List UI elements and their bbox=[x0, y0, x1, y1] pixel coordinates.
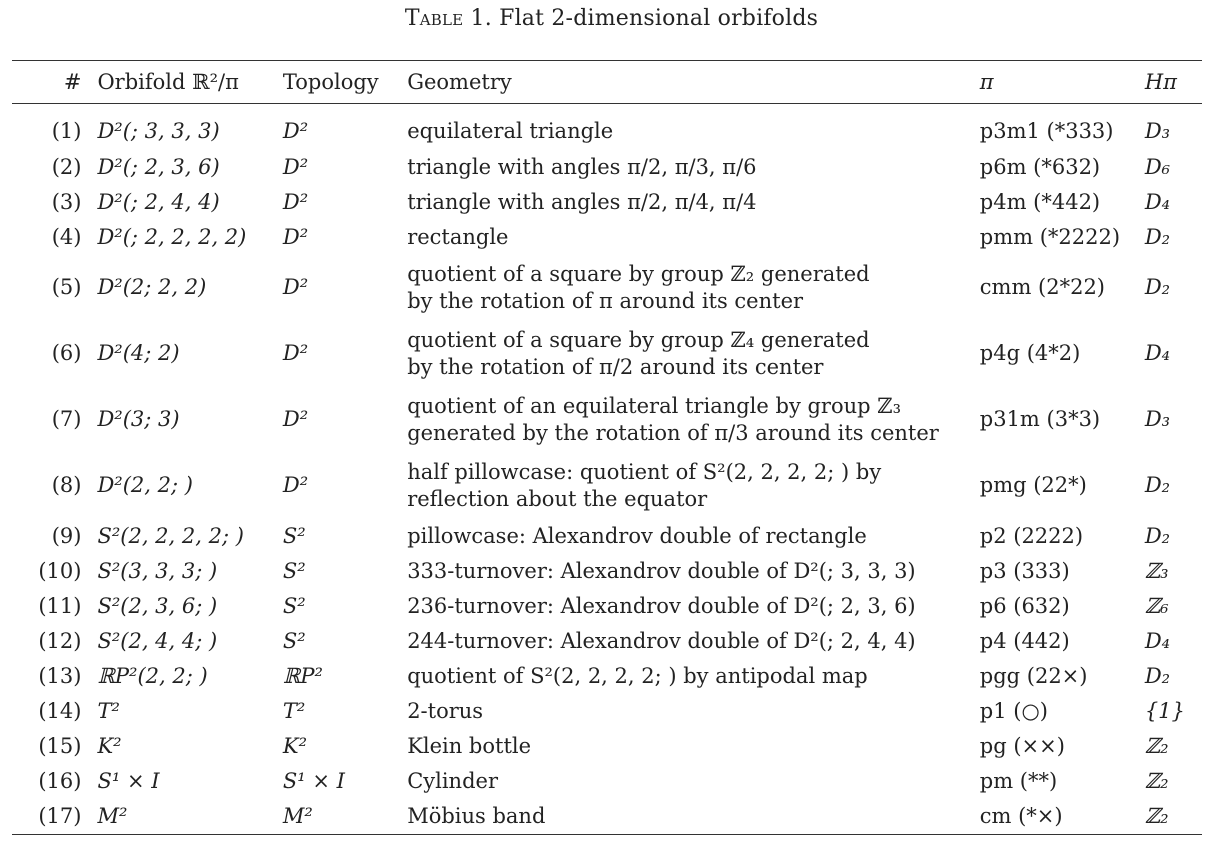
row-pi: p1 (○) bbox=[979, 698, 1048, 723]
row-pi: pg (××) bbox=[979, 733, 1065, 758]
row-hpi: D₄ bbox=[1144, 628, 1171, 653]
row-topology: D² bbox=[282, 407, 309, 432]
geometry-line: quotient of an equilateral triangle by group ℤ₃ bbox=[407, 393, 901, 418]
table-row bbox=[12, 255, 1202, 321]
row-hpi: ℤ₃ bbox=[1144, 558, 1169, 583]
row-topology: D² bbox=[282, 119, 309, 144]
row-topology: D² bbox=[282, 341, 309, 366]
row-orbifold: D²(; 2, 3, 6) bbox=[97, 154, 220, 179]
row-orbifold: D²(2; 2, 2) bbox=[97, 275, 207, 300]
row-hpi: D₆ bbox=[1144, 154, 1171, 179]
table-row bbox=[12, 694, 1202, 729]
table-row bbox=[12, 220, 1202, 255]
row-pi: p2 (2222) bbox=[979, 523, 1084, 548]
row-pi: pm (**) bbox=[979, 768, 1058, 793]
geometry-line: Möbius band bbox=[407, 803, 546, 828]
row-topology: D² bbox=[282, 189, 309, 214]
row-pi: p6 (632) bbox=[979, 593, 1070, 618]
row-num: (10) bbox=[38, 558, 82, 583]
row-num: (15) bbox=[38, 733, 82, 758]
row-geometry bbox=[401, 554, 974, 589]
row-pi: p4g (4*2) bbox=[979, 341, 1081, 366]
row-pi: p3 (333) bbox=[979, 558, 1070, 583]
row-topology: T² bbox=[282, 698, 306, 723]
row-geometry bbox=[401, 255, 974, 321]
orbifold-table bbox=[12, 60, 1202, 835]
row-geometry bbox=[401, 589, 974, 624]
table-row bbox=[12, 554, 1202, 589]
row-num: (11) bbox=[38, 593, 82, 618]
row-orbifold: D²(; 2, 2, 2, 2) bbox=[97, 224, 247, 249]
table-body bbox=[12, 104, 1202, 835]
table-row bbox=[12, 321, 1202, 387]
row-num: (7) bbox=[51, 407, 82, 432]
geometry-line: quotient of a square by group ℤ₂ generated bbox=[407, 261, 870, 286]
row-pi: p4m (*442) bbox=[979, 189, 1101, 214]
row-geometry bbox=[401, 799, 974, 835]
header-topology: Topology bbox=[282, 70, 379, 94]
row-hpi: ℤ₂ bbox=[1144, 733, 1169, 758]
row-num: (13) bbox=[38, 663, 82, 688]
row-geometry bbox=[401, 220, 974, 255]
row-hpi: D₂ bbox=[1144, 224, 1171, 249]
row-pi: p31m (3*3) bbox=[979, 407, 1101, 432]
row-num: (3) bbox=[51, 189, 82, 214]
row-topology: K² bbox=[282, 733, 307, 758]
row-hpi: D₂ bbox=[1144, 523, 1171, 548]
table-caption bbox=[0, 6, 1223, 31]
geometry-line: by the rotation of π/2 around its center bbox=[407, 355, 824, 379]
row-hpi: D₄ bbox=[1144, 341, 1171, 366]
row-orbifold: ℝP²(2, 2; ) bbox=[97, 663, 208, 688]
row-topology: ℝP² bbox=[282, 663, 323, 688]
geometry-line: pillowcase: Alexandrov double of rectangle bbox=[407, 523, 867, 548]
row-geometry bbox=[401, 387, 974, 453]
table-row bbox=[12, 729, 1202, 764]
geometry-line: quotient of a square by group ℤ₄ generated bbox=[407, 327, 870, 352]
table-row bbox=[12, 799, 1202, 835]
row-orbifold: D²(3; 3) bbox=[97, 407, 180, 432]
row-hpi: D₃ bbox=[1144, 119, 1171, 144]
table-row bbox=[12, 519, 1202, 554]
table-row bbox=[12, 150, 1202, 185]
geometry-line: rectangle bbox=[407, 224, 509, 249]
row-pi: pmg (22*) bbox=[979, 473, 1087, 498]
geometry-line: Cylinder bbox=[407, 768, 498, 793]
table-row bbox=[12, 659, 1202, 694]
table-row bbox=[12, 624, 1202, 659]
row-topology: S² bbox=[282, 558, 306, 583]
row-topology: M² bbox=[282, 803, 313, 828]
row-geometry bbox=[401, 150, 974, 185]
row-orbifold: S²(2, 3, 6; ) bbox=[97, 593, 218, 618]
row-topology: S² bbox=[282, 628, 306, 653]
row-geometry bbox=[401, 729, 974, 764]
row-geometry bbox=[401, 453, 974, 519]
row-num: (5) bbox=[51, 275, 82, 300]
row-hpi: ℤ₂ bbox=[1144, 803, 1169, 828]
table-row bbox=[12, 104, 1202, 151]
row-topology: D² bbox=[282, 275, 309, 300]
geometry-line: triangle with angles π/2, π/3, π/6 bbox=[407, 154, 757, 179]
row-geometry bbox=[401, 321, 974, 387]
row-geometry bbox=[401, 519, 974, 554]
header-row bbox=[12, 61, 1202, 104]
row-hpi: ℤ₂ bbox=[1144, 768, 1169, 793]
row-hpi: D₂ bbox=[1144, 275, 1171, 300]
row-hpi: D₂ bbox=[1144, 663, 1171, 688]
row-topology: D² bbox=[282, 154, 309, 179]
row-topology: D² bbox=[282, 473, 309, 498]
geometry-line: quotient of S²(2, 2, 2, 2; ) by antipodal map bbox=[407, 663, 868, 688]
row-pi: p4 (442) bbox=[979, 628, 1070, 653]
row-pi: cmm (2*22) bbox=[979, 275, 1105, 300]
caption-label: Table 1. bbox=[404, 6, 492, 31]
header-orbifold: Orbifold ℝ²/π bbox=[97, 70, 239, 94]
row-num: (17) bbox=[38, 803, 82, 828]
geometry-line: generated by the rotation of π/3 around its center bbox=[407, 421, 939, 445]
geometry-line: 236-turnover: Alexandrov double of D²(; 2, 3, 6) bbox=[407, 593, 916, 618]
row-orbifold: D²(4; 2) bbox=[97, 341, 180, 366]
row-hpi: D₂ bbox=[1144, 473, 1171, 498]
row-orbifold: D²(; 3, 3, 3) bbox=[97, 119, 220, 144]
table-row bbox=[12, 453, 1202, 519]
header-pi: π bbox=[979, 70, 994, 94]
header-num: # bbox=[63, 70, 82, 94]
header-geometry: Geometry bbox=[407, 70, 512, 94]
row-orbifold: S²(2, 2, 2, 2; ) bbox=[97, 523, 244, 548]
row-hpi: D₃ bbox=[1144, 407, 1171, 432]
geometry-line: by the rotation of π around its center bbox=[407, 289, 804, 313]
row-num: (2) bbox=[51, 154, 82, 179]
caption-title: Flat 2-dimensional orbifolds bbox=[499, 6, 819, 31]
row-topology: S¹ × I bbox=[282, 768, 345, 793]
table-row bbox=[12, 589, 1202, 624]
row-orbifold: S²(3, 3, 3; ) bbox=[97, 558, 218, 583]
row-topology: S² bbox=[282, 523, 306, 548]
geometry-line: reflection about the equator bbox=[407, 487, 708, 511]
row-topology: S² bbox=[282, 593, 306, 618]
row-num: (14) bbox=[38, 698, 82, 723]
row-geometry bbox=[401, 764, 974, 799]
row-geometry bbox=[401, 659, 974, 694]
row-orbifold: K² bbox=[97, 733, 122, 758]
row-pi: p3m1 (*333) bbox=[979, 119, 1114, 144]
geometry-line: equilateral triangle bbox=[407, 119, 614, 144]
geometry-line: half pillowcase: quotient of S²(2, 2, 2, 2; ) by bbox=[407, 459, 882, 484]
row-orbifold: D²(; 2, 4, 4) bbox=[97, 189, 220, 214]
geometry-line: 333-turnover: Alexandrov double of D²(; 3, 3, 3) bbox=[407, 558, 916, 583]
row-orbifold: S¹ × I bbox=[97, 768, 160, 793]
row-pi: cm (*×) bbox=[979, 803, 1063, 828]
row-hpi: ℤ₆ bbox=[1144, 593, 1169, 618]
row-num: (12) bbox=[38, 628, 82, 653]
geometry-line: Klein bottle bbox=[407, 733, 532, 758]
row-topology: D² bbox=[282, 224, 309, 249]
table-row bbox=[12, 387, 1202, 453]
row-num: (6) bbox=[51, 341, 82, 366]
row-num: (16) bbox=[38, 768, 82, 793]
row-geometry bbox=[401, 104, 974, 151]
row-pi: p6m (*632) bbox=[979, 154, 1101, 179]
row-orbifold: M² bbox=[97, 803, 128, 828]
row-geometry bbox=[401, 185, 974, 220]
row-num: (8) bbox=[51, 473, 82, 498]
geometry-line: 244-turnover: Alexandrov double of D²(; 2, 4, 4) bbox=[407, 628, 916, 653]
row-geometry bbox=[401, 694, 974, 729]
row-pi: pgg (22×) bbox=[979, 663, 1088, 688]
row-num: (9) bbox=[51, 523, 82, 548]
row-num: (4) bbox=[51, 224, 82, 249]
row-num: (1) bbox=[51, 119, 82, 144]
row-hpi: {1} bbox=[1144, 698, 1185, 723]
row-hpi: D₄ bbox=[1144, 189, 1171, 214]
table-row bbox=[12, 764, 1202, 799]
row-geometry bbox=[401, 624, 974, 659]
row-pi: pmm (*2222) bbox=[979, 224, 1121, 249]
table-row bbox=[12, 185, 1202, 220]
row-orbifold: T² bbox=[97, 698, 120, 723]
header-hpi: Hπ bbox=[1144, 70, 1177, 94]
geometry-line: 2-torus bbox=[407, 698, 484, 723]
row-orbifold: S²(2, 4, 4; ) bbox=[97, 628, 218, 653]
geometry-line: triangle with angles π/2, π/4, π/4 bbox=[407, 189, 757, 214]
row-orbifold: D²(2, 2; ) bbox=[97, 473, 193, 498]
